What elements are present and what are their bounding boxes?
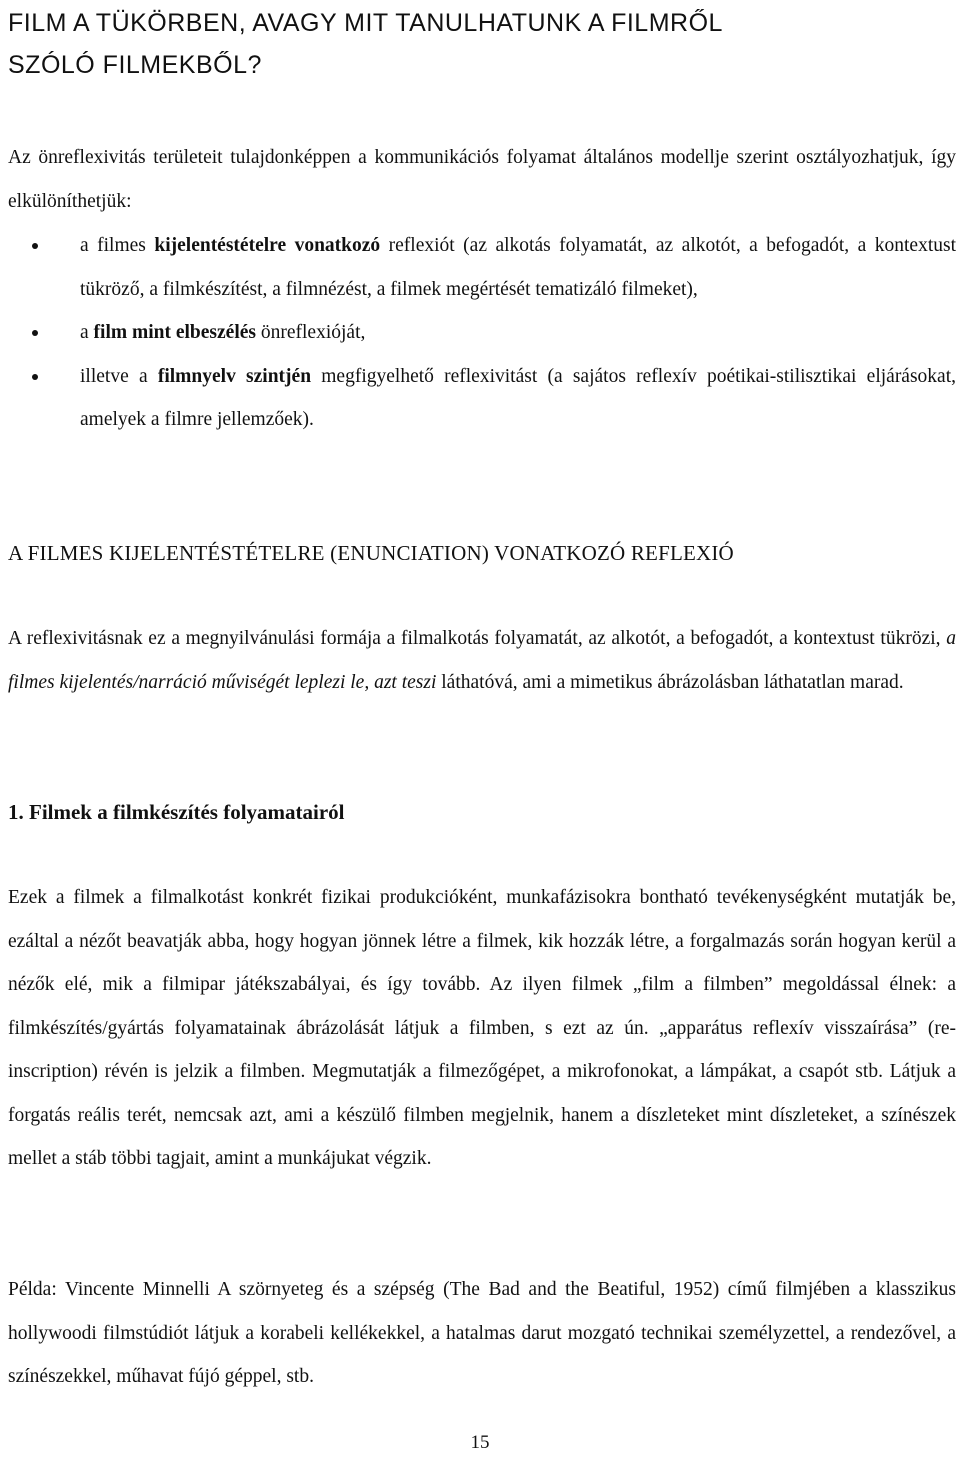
bullet-list [0,224,960,442]
bullet-icon [32,374,38,380]
intro-paragraph: Az önreflexivitás területeit tulajdonképpen a kommunikációs folyamat általános modellje szerint osztályozhatjuk, így elkülöníthetjük: [8,147,956,212]
subheading: 1. Filmek a filmkészítés folyamatairól [8,800,345,824]
bullet-text: a [80,322,94,343]
bullet-text: megfigyelhető reflexivitást (a sajátos reflexív poétikai-stilisztikai eljárásokat, amelyek a filmre jellemzőek). [80,365,957,430]
bullet-text: a filmes [80,235,155,256]
section-paragraph [8,617,956,704]
bullet-bold-term: filmnyelv szintjén [157,365,312,387]
title-line-2: SZÓLÓ FILMEKBŐL? [8,51,262,79]
paragraph-text: láthatóvá, ami a mimetikus ábrázolásban láthatatlan marad. [436,671,904,693]
bullet-text: reflexiót (az alkotás folyamatát, az alkotót, a befogadót, a kontextust tükröző, a filmkészítést, a filmnézést, a filmek megértését tematizáló filmeket), [80,235,957,300]
list-item [0,224,956,311]
body-paragraph: Ezek a filmek a filmalkotást konkrét fizikai produkcióként, munkafázisokra bontható tevékenységként mutatják be, ezáltal a nézőt beavatják abba, hogy hogyan jönnek létre a filmek, kik hozzák létre, a forgalmazás során hogyan kerül a nézők elé, mik a filmipar játékszabályai, és így tovább. Az ilyen filmek „film a filmben” megoldással élnek: a filmkészítés/gyártás folyamatainak ábrázolását látjuk a filmben, s ezt az ún. „apparátus reflexív visszaírása” (re-inscription) révén is jelzik a filmben. Megmutatják a filmezőgépet, a mikrofonokat, a lámpákat, a csapót stb. Látjuk a forgatás reális terét, nemcsak azt, ami a készülő filmben megjelnik, hanem a díszleteket mint díszleteket, a színészek mellet a stáb többi tagjait, amint a munkájukat végzik. [8,887,956,1169]
section-heading: A FILMES KIJELENTÉSTÉTELRE (ENUNCIATION) VONATKOZÓ REFLEXIÓ [8,541,734,565]
bullet-icon [32,243,38,249]
title-line-1: FILM A TÜKÖRBEN, AVAGY MIT TANULHATUNK A FILMRŐL [8,9,723,37]
page-number: 15 [470,1432,490,1453]
bullet-icon [32,330,38,336]
paragraph-italic-text: a filmes kijelentés/narráció műviségét leplezi le, azt teszi [8,628,956,693]
page-title [8,2,948,86]
example-paragraph: Példa: Vincente Minnelli A szörnyeteg és a szépség (The Bad and the Beatiful, 1952) című filmjében a klasszikus hollywoodi filmstúdiót látjuk a korabeli kellékekkel, a hatalmas darut mozgató technikai személyzettel, a rendezővel, a színészekkel, műhavat fújó géppel, stb. [8,1279,956,1387]
bullet-text: illetve a [80,365,158,387]
bullet-bold-term: kijelentéstételre vonatkozó [154,235,381,256]
list-item [0,311,956,355]
bullet-bold-term: film mint elbeszélés [93,322,256,343]
paragraph-text: A reflexivitásnak ez a megnyilvánulási formája a filmalkotás folyamatát, az alkotót, a befogadót, a kontextust tükrözi, [8,628,947,649]
bullet-text: önreflexióját, [256,322,366,343]
list-item [0,355,956,442]
